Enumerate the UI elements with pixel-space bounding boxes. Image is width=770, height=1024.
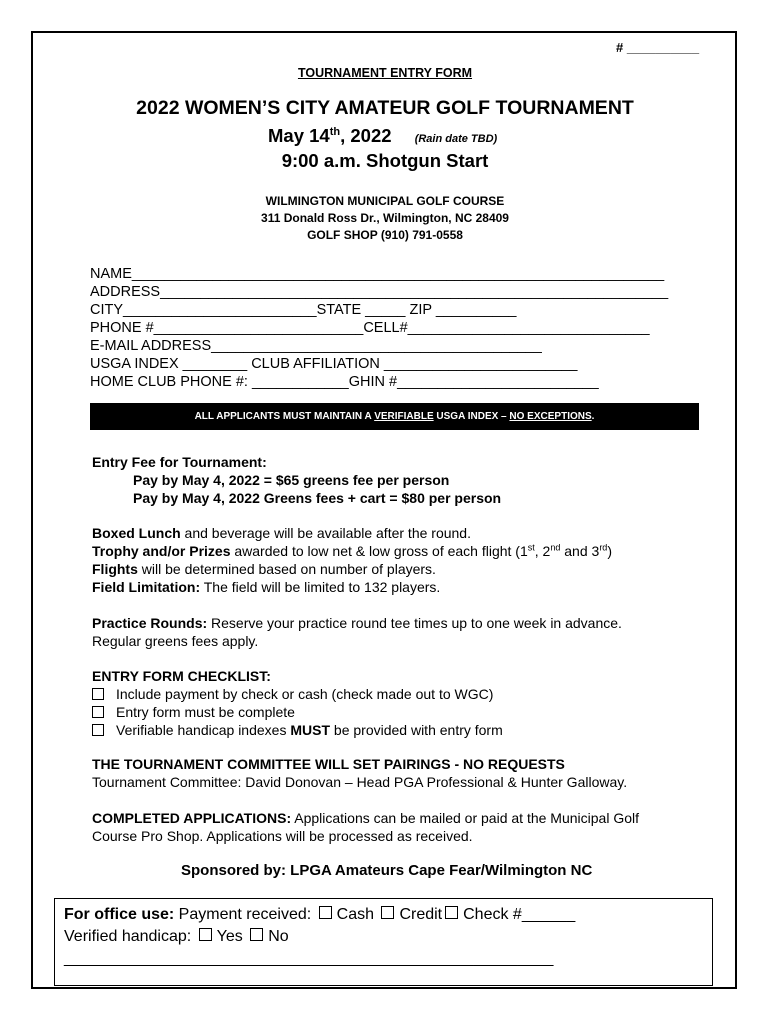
form-number: # __________ (616, 40, 700, 55)
practice-rounds-info: Practice Rounds: Reserve your practice round tee times up to one week in advance. (92, 615, 622, 631)
home-club-ghin-field[interactable]: HOME CLUB PHONE #: ____________GHIN #_________________________ (90, 374, 599, 390)
checklist-item-payment[interactable]: Include payment by check or cash (check made out to WGC) (92, 685, 493, 703)
rain-date: (Rain date TBD) (414, 133, 498, 145)
event-date: May 14th, 2022 (Rain date TBD) (268, 125, 498, 146)
checklist-item-handicap[interactable]: Verifiable handicap indexes MUST be provided with entry form (92, 721, 503, 739)
yes-checkbox[interactable] (199, 928, 212, 941)
page-border (31, 31, 737, 989)
checklist-heading: ENTRY FORM CHECKLIST: (92, 668, 271, 684)
venue-address: 311 Donald Ross Dr., Wilmington, NC 28409 (261, 211, 509, 225)
checklist-item-complete[interactable]: Entry form must be complete (92, 703, 295, 721)
check-checkbox[interactable] (445, 906, 458, 919)
applications-info: COMPLETED APPLICATIONS: Applications can be mailed or paid at the Municipal Golf (92, 810, 639, 826)
start-time: 9:00 a.m. Shotgun Start (281, 150, 489, 171)
checkbox-icon[interactable] (92, 688, 104, 700)
office-signature-line[interactable]: _______________________________________________________ (64, 950, 554, 967)
lunch-info: Boxed Lunch and beverage will be available after the round. (92, 525, 471, 541)
checkbox-icon[interactable] (92, 724, 104, 736)
checkbox-icon[interactable] (92, 706, 104, 718)
event-title: 2022 WOMEN’S CITY AMATEUR GOLF TOURNAMENT (136, 97, 634, 119)
practice-rounds-fees: Regular greens fees apply. (92, 633, 259, 649)
office-handicap-line: Verified handicap: Yes No (64, 928, 289, 945)
cash-checkbox[interactable] (319, 906, 332, 919)
venue-name: WILMINGTON MUNICIPAL GOLF COURSE (265, 194, 505, 208)
office-payment-line: For office use: Payment received: Cash Credit Check #______ (64, 906, 576, 923)
city-state-zip-field[interactable]: CITY________________________STATE _____ ZIP __________ (90, 302, 517, 318)
trophy-info: Trophy and/or Prizes awarded to low net & low gross of each flight (1st, 2nd and 3rd) (92, 542, 612, 559)
name-field[interactable]: NAME__________________________________________________________________ (90, 266, 665, 282)
golf-shop-phone: GOLF SHOP (910) 791-0558 (307, 228, 463, 242)
address-field[interactable]: ADDRESS_______________________________________________________________ (90, 284, 669, 300)
phone-cell-field[interactable]: PHONE #__________________________CELL#______________________________ (90, 320, 650, 336)
no-checkbox[interactable] (250, 928, 263, 941)
credit-checkbox[interactable] (381, 906, 394, 919)
usga-club-field[interactable]: USGA INDEX ________ CLUB AFFILIATION ________________________ (90, 356, 578, 372)
field-limitation-info: Field Limitation: The field will be limited to 132 players. (92, 579, 441, 595)
sponsor-line: Sponsored by: LPGA Amateurs Cape Fear/Wilmington NC (181, 862, 593, 879)
committee-heading: THE TOURNAMENT COMMITTEE WILL SET PAIRINGS - NO REQUESTS (92, 756, 565, 772)
form-title: TOURNAMENT ENTRY FORM (297, 66, 473, 80)
flights-info: Flights will be determined based on number of players. (92, 561, 436, 577)
fee-heading: Entry Fee for Tournament: (92, 454, 267, 470)
fee-line-2: Pay by May 4, 2022 Greens fees + cart = $80 per person (133, 490, 502, 506)
committee-members: Tournament Committee: David Donovan – Head PGA Professional & Hunter Galloway. (92, 774, 628, 790)
fee-line-1: Pay by May 4, 2022 = $65 greens fee per person (133, 472, 450, 488)
email-field[interactable]: E-MAIL ADDRESS_________________________________________ (90, 338, 542, 354)
usga-requirement-banner: ALL APPLICANTS MUST MAINTAIN A VERIFIABLE USGA INDEX – NO EXCEPTIONS. (90, 403, 699, 430)
applications-info-2: Course Pro Shop. Applications will be processed as received. (92, 828, 473, 844)
